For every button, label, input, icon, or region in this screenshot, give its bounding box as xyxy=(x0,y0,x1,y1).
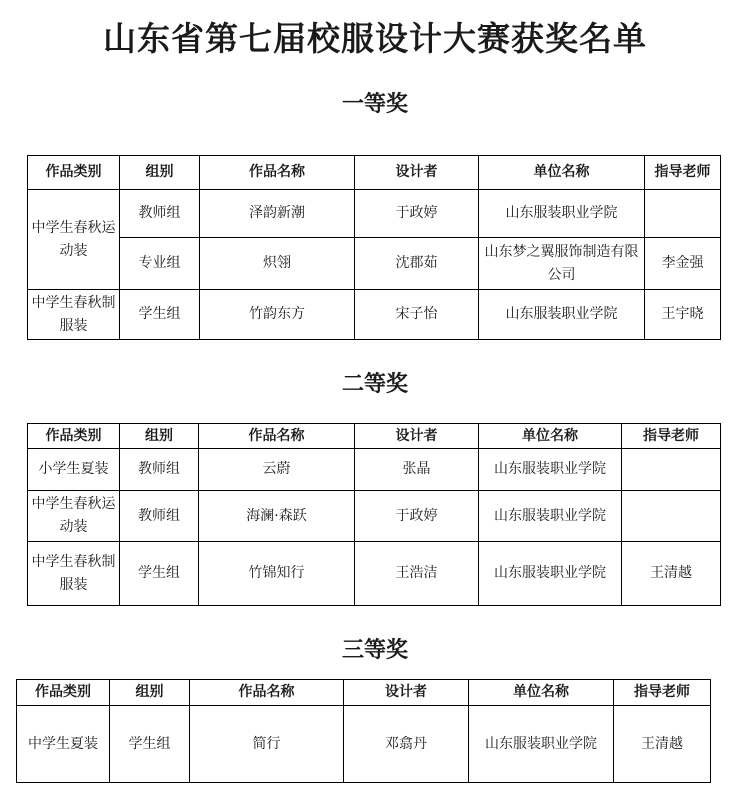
header-designer: 设计者 xyxy=(355,156,479,190)
cell-teacher: 王宇晓 xyxy=(645,290,721,340)
cell-designer: 于政婷 xyxy=(355,491,479,542)
table-row xyxy=(28,491,721,542)
cell-category: 中学生春秋制服装 xyxy=(28,542,120,606)
header-category: 作品类别 xyxy=(17,680,110,706)
table-row xyxy=(28,449,721,491)
cell-category: 中学生春秋运动装 xyxy=(28,190,120,290)
table-row xyxy=(17,706,711,783)
cell-work: 炽翎 xyxy=(200,238,355,290)
cell-work: 泽韵新潮 xyxy=(200,190,355,238)
cell-teacher xyxy=(645,190,721,238)
cell-teacher xyxy=(622,449,721,491)
cell-unit: 山东服装职业学院 xyxy=(479,449,622,491)
first-prize-title: 一等奖 xyxy=(341,91,408,117)
cell-work: 海澜·森跃 xyxy=(199,491,355,542)
header-group: 组别 xyxy=(110,680,190,706)
header-designer: 设计者 xyxy=(344,680,469,706)
header-teacher: 指导老师 xyxy=(622,424,721,449)
first-prize-table xyxy=(27,155,721,340)
cell-designer: 王浩洁 xyxy=(355,542,479,606)
cell-work: 云蔚 xyxy=(199,449,355,491)
table-row xyxy=(28,238,721,290)
cell-unit: 山东梦之翼服饰制造有限公司 xyxy=(479,238,645,290)
third-prize-table xyxy=(16,679,711,783)
table-header-row xyxy=(28,424,721,449)
cell-work: 竹锦知行 xyxy=(199,542,355,606)
second-prize-table xyxy=(27,423,721,606)
header-teacher: 指导老师 xyxy=(614,680,711,706)
cell-category: 中学生夏装 xyxy=(17,706,110,783)
cell-designer: 于政婷 xyxy=(355,190,479,238)
cell-category: 中学生春秋制服装 xyxy=(28,290,120,340)
cell-unit: 山东服装职业学院 xyxy=(469,706,614,783)
cell-teacher: 李金强 xyxy=(645,238,721,290)
table-row xyxy=(28,542,721,606)
cell-unit: 山东服装职业学院 xyxy=(479,491,622,542)
cell-work: 竹韵东方 xyxy=(200,290,355,340)
header-group: 组别 xyxy=(120,424,199,449)
header-work: 作品名称 xyxy=(199,424,355,449)
cell-group: 学生组 xyxy=(120,542,199,606)
cell-category: 中学生春秋运动装 xyxy=(28,491,120,542)
header-group: 组别 xyxy=(120,156,200,190)
cell-designer: 张晶 xyxy=(355,449,479,491)
page-title: 山东省第七届校服设计大赛获奖名单 xyxy=(103,19,647,58)
cell-group: 学生组 xyxy=(120,290,200,340)
header-unit: 单位名称 xyxy=(469,680,614,706)
cell-unit: 山东服装职业学院 xyxy=(479,190,645,238)
cell-unit: 山东服装职业学院 xyxy=(479,542,622,606)
second-prize-title: 二等奖 xyxy=(341,371,408,397)
header-designer: 设计者 xyxy=(355,424,479,449)
table-header-row xyxy=(28,156,721,190)
third-prize-title: 三等奖 xyxy=(341,637,408,663)
cell-group: 学生组 xyxy=(110,706,190,783)
cell-group: 专业组 xyxy=(120,238,200,290)
cell-teacher xyxy=(622,491,721,542)
header-category: 作品类别 xyxy=(28,424,120,449)
table-row xyxy=(28,190,721,238)
table-header-row xyxy=(17,680,711,706)
header-teacher: 指导老师 xyxy=(645,156,721,190)
header-work: 作品名称 xyxy=(200,156,355,190)
header-category: 作品类别 xyxy=(28,156,120,190)
cell-designer: 宋子怡 xyxy=(355,290,479,340)
cell-teacher: 王清越 xyxy=(614,706,711,783)
header-work: 作品名称 xyxy=(190,680,344,706)
cell-teacher: 王清越 xyxy=(622,542,721,606)
cell-group: 教师组 xyxy=(120,491,199,542)
header-unit: 单位名称 xyxy=(479,424,622,449)
cell-group: 教师组 xyxy=(120,190,200,238)
cell-designer: 邓翕丹 xyxy=(344,706,469,783)
table-row xyxy=(28,290,721,340)
header-unit: 单位名称 xyxy=(479,156,645,190)
cell-category: 小学生夏装 xyxy=(28,449,120,491)
cell-group: 教师组 xyxy=(120,449,199,491)
cell-designer: 沈郡茹 xyxy=(355,238,479,290)
cell-work: 简行 xyxy=(190,706,344,783)
cell-unit: 山东服装职业学院 xyxy=(479,290,645,340)
